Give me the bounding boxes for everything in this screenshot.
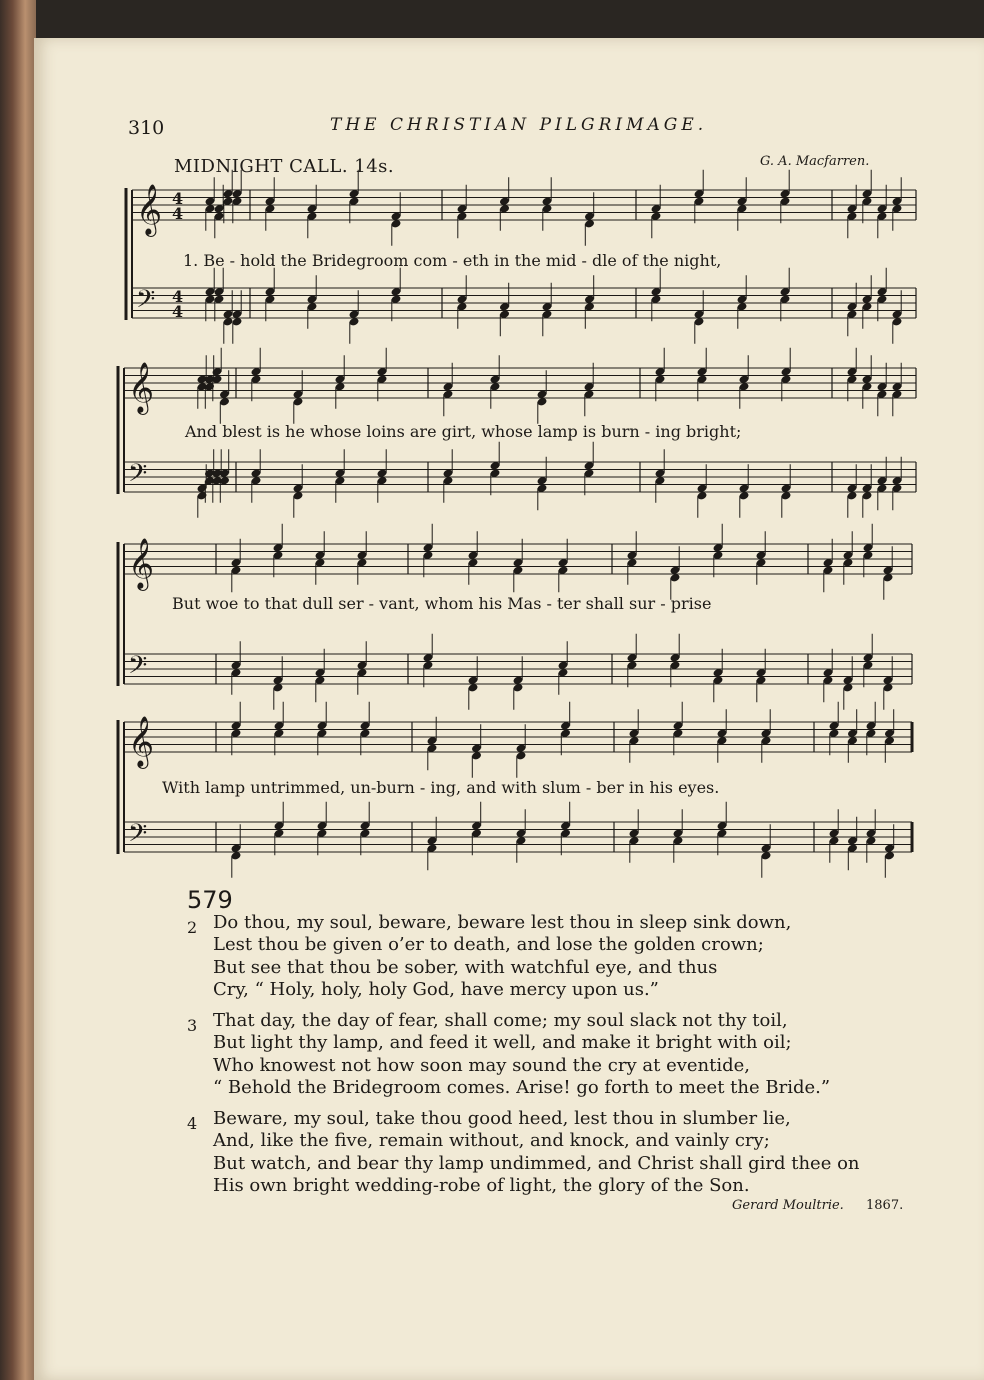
treble-clef: 𝄞	[128, 716, 155, 767]
verse-line: His own bright wedding-robe of light, the glory of the Son.	[213, 1175, 750, 1196]
verse-line: That day, the day of fear, shall come; my soul slack not thy toil,	[213, 1010, 788, 1031]
lyric-line-1: 1. Be - hold the Bridegroom com - eth in the mid - dle of the night,	[183, 251, 722, 270]
lyric-line-2: And blest is he whose loins are girt, whose lamp is burn - ing bright;	[185, 422, 742, 441]
treble-clef: 𝄞	[128, 362, 155, 413]
time-signature: 4	[172, 302, 184, 321]
running-title: THE CHRISTIAN PILGRIMAGE.	[330, 115, 708, 135]
verse-number: 2	[187, 918, 198, 937]
composer: G. A. Macfarren.	[760, 154, 870, 169]
verse-line: Do thou, my soul, beware, beware lest thou in sleep sink down,	[213, 912, 792, 933]
verse-line: Who knowest not how soon may sound the cry at eventide,	[213, 1055, 751, 1076]
time-signature: 4	[172, 287, 184, 306]
year: 1867.	[866, 1198, 904, 1213]
verse-line: But light thy lamp, and feed it well, and make it bright with oil;	[213, 1032, 792, 1053]
bass-clef: 𝄢	[136, 285, 156, 320]
hymn-number: 579	[187, 886, 233, 914]
time-signature: 4	[172, 189, 184, 208]
bass-clef: 𝄢	[128, 651, 148, 686]
author: Gerard Moultrie.	[732, 1198, 844, 1213]
verse-line: But watch, and bear thy lamp undimmed, and Christ shall gird thee on	[213, 1153, 860, 1174]
lyric-line-3: But woe to that dull ser - vant, whom his Mas - ter shall sur - prise	[172, 594, 712, 613]
verse-number: 4	[187, 1114, 198, 1133]
verse-number: 3	[187, 1016, 198, 1035]
treble-clef: 𝄞	[128, 538, 155, 589]
verse-line: Lest thou be given o’er to death, and lose the golden crown;	[213, 934, 764, 955]
time-signature: 4	[172, 204, 184, 223]
verse-line: Cry, “ Holy, holy, holy God, have mercy upon us.”	[213, 979, 659, 1000]
treble-clef: 𝄞	[136, 184, 163, 235]
tune-name: MIDNIGHT CALL. 14s.	[174, 156, 395, 177]
bass-clef: 𝄢	[128, 819, 148, 854]
page-number: 310	[128, 117, 165, 139]
verse-line: “ Behold the Bridegroom comes. Arise! go forth to meet the Bride.”	[213, 1077, 831, 1098]
verse-line: Beware, my soul, take thou good heed, lest thou in slumber lie,	[213, 1108, 791, 1129]
bass-clef: 𝄢	[128, 459, 148, 494]
verse-line: And, like the five, remain without, and knock, and vainly cry;	[213, 1130, 770, 1151]
verse-line: But see that thou be sober, with watchful eye, and thus	[213, 957, 718, 978]
lyric-line-4: With lamp untrimmed, un-burn - ing, and with slum - ber in his eyes.	[162, 778, 720, 797]
